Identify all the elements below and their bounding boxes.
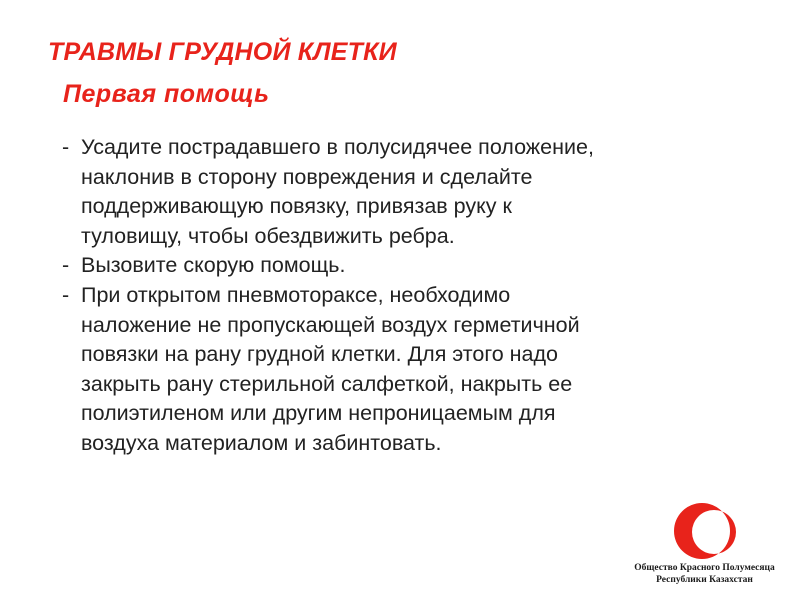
bullet-line: воздуха материалом и забинтовать. [81,430,442,455]
red-crescent-logo [612,500,797,595]
bullet-dash: - [62,253,70,278]
bullet-line: закрыть рану стерильной салфеткой, накрыть ее [81,371,573,396]
bullet-list [62,133,762,459]
bullet-line: Вызовите скорую помощь. [81,253,346,278]
bullet-line: Усадите пострадавшего в полусидячее положение, [81,135,594,159]
bullet-line: наложение не пропускающей воздух герметичной [81,312,580,337]
red-crescent-icon [667,500,739,562]
slide-title: ТРАВМЫ ГРУДНОЙ КЛЕТКИ [48,38,397,66]
logo-caption-line2: Республики Казахстан [656,575,753,585]
bullet-line: полиэтиленом или другим непроницаемым для [81,401,556,426]
bullet-line: наклонив в сторону повреждения и сделайте [81,164,533,189]
bullet-line: поддерживающую повязку, привязав руку к [81,194,512,219]
bullet-dash: - [62,282,70,307]
bullet-line: повязки на рану грудной клетки. Для этого надо [81,342,558,367]
bullet-item [62,133,762,251]
bullet-item [62,281,762,459]
bullet-line: туловищу, чтобы обездвижить ребра. [81,223,455,248]
bullet-line: При открытом пневмотораксе, необходимо [81,282,511,307]
logo-caption-line1: Общество Красного Полумесяца [634,563,775,573]
bullet-dash: - [62,135,70,159]
slide-subtitle: Первая помощь [63,80,270,108]
logo-caption [612,562,797,586]
bullet-item [62,251,762,281]
